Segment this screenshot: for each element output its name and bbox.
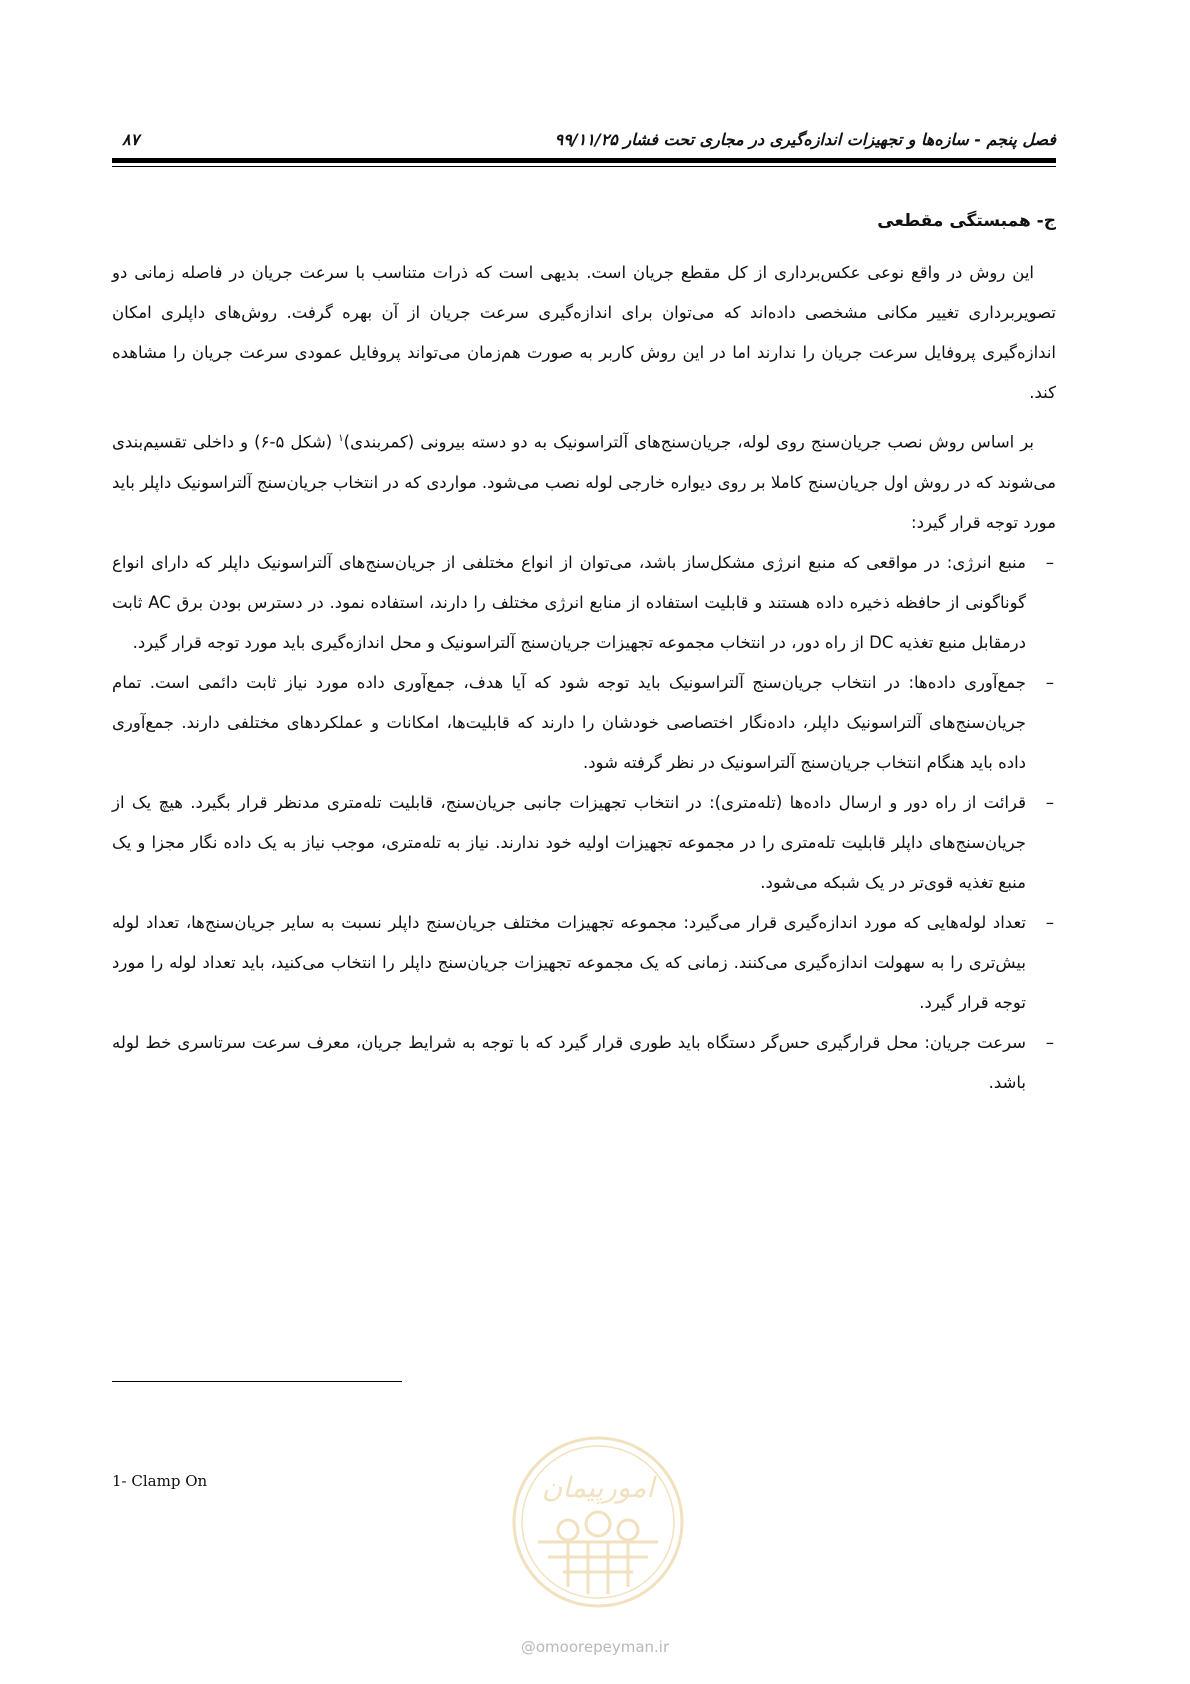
- paragraph-2-part-a: بر اساس روش نصب جریان‌سنج روی لوله، جریان‌سنج‌های آلتراسونیک به دو دسته بیرونی (کمربندی): [343, 432, 1034, 452]
- list-item-text: جمع‌آوری داده‌ها: در انتخاب جریان‌سنج آلتراسونیک باید توجه شود که آیا هدف، جمع‌آوری داده مورد نیاز ثابت دائمی است. تمام جریان‌سنج‌های آلتراسونیک داپلر، داده‌نگار اختصاصی خودشان را دارند که قابلیت‌ها، امکانات و عملکردهای مختلفی دارند. جمع‌آوری داده باید هنگام انتخاب جریان‌سنج آلتراسونیک در نظر گرفته شود.: [112, 672, 1026, 772]
- bullet-dash: –: [1045, 792, 1054, 812]
- list-item-text: منبع انرژی: در مواقعی که منبع انرژی مشکل‌ساز باشد، می‌توان از انواع مختلفی از جریان‌سنج‌های آلتراسونیک داپلر که دارای انواع گوناگونی از حافظه ذخیره داده هستند و قابلیت استفاده از منابع انرژی مختلف را دارند، استفاده نمود. در دسترس بودن برق AC ثابت درمقابل منبع تغذیه DC از راه دور، در انتخاب مجموعه تجهیزات جریان‌سنج آلتراسونیک و محل اندازه‌گیری باید مورد توجه قرار گیرد.: [112, 552, 1027, 652]
- paragraph-2-part-b: (شکل ۵-۶) و داخلی تقسیم‌بندی می‌شوند که در روش اول جریان‌سنج کاملا بر روی دیواره خارجی لوله نصب می‌شود. مواردی که در انتخاب جریان‌سنج آلتراسونیک داپلر باید مورد توجه قرار گیرد:: [112, 432, 1056, 532]
- page-number: ۸۷: [122, 130, 140, 149]
- list-item-text: قرائت از راه دور و ارسال داده‌ها (تله‌متری): در انتخاب تجهیزات جانبی جریان‌سنج، قابلیت تله‌متری مدنظر قرار بگیرد. هیچ یک از جریان‌سنج‌های داپلر قابلیت تله‌متری را در مجموعه تجهیزات اولیه خود ندارند. نیاز به تله‌متری، موجب نیاز به یک داده نگار مجزا و یک منبع تغذیه قوی‌تر در یک شبکه می‌شود.: [112, 792, 1026, 892]
- page-body: [112, 207, 1056, 1103]
- bullet-dash: –: [1045, 672, 1054, 692]
- selection-criteria-list: [112, 543, 1056, 1103]
- header-rule-thick: [112, 158, 1056, 163]
- list-item: [112, 663, 1056, 783]
- list-item: [112, 783, 1056, 903]
- running-header: [112, 130, 1056, 152]
- watermark-logo-icon: [508, 1432, 688, 1612]
- footnote: 1- Clamp On: [112, 1472, 208, 1490]
- list-item: [112, 543, 1056, 663]
- footnote-rule: [112, 1381, 402, 1382]
- bullet-dash: –: [1045, 552, 1054, 572]
- header-title: فصل پنجم - سازه‌ها و تجهیزات اندازه‌گیری در مجاری تحت فشار ۹۹/۱۱/۲۵: [554, 130, 1056, 149]
- bullet-dash: –: [1045, 912, 1054, 932]
- paragraph-1: این روش در واقع نوعی عکس‌برداری از کل مقطع جریان است. بدیهی است که ذرات متناسب با سرعت جریان در فاصله زمانی دو تصویربرداری تغییر مکانی مشخصی داده‌اند که می‌توان برای اندازه‌گیری سرعت جریان از آن بهره گرفت. روش‌های داپلری امکان اندازه‌گیری پروفایل سرعت جریان را ندارند اما در این روش کاربر به صورت هم‌زمان می‌تواند پروفایل عمودی سرعت جریان را مشاهده کند.: [112, 263, 1056, 402]
- svg-text:امورپیمان: امورپیمان: [541, 1471, 655, 1504]
- footnote-reference: ۱: [338, 433, 344, 444]
- bullet-dash: –: [1045, 1032, 1054, 1052]
- header-rule-thin: [112, 166, 1056, 167]
- list-item: [112, 1023, 1056, 1103]
- section-heading: ج- همبستگی مقطعی: [877, 211, 1056, 231]
- watermark-site: @omoorepeyman.ir: [520, 1638, 670, 1656]
- paragraph-2: [112, 419, 1056, 543]
- list-item-text: سرعت جریان: محل قرارگیری حس‌گر دستگاه باید طوری قرار گیرد که با توجه به شرایط جریان، معرف سرعت سرتاسری خط لوله باشد.: [112, 1032, 1026, 1092]
- list-item-text: تعداد لوله‌هایی که مورد اندازه‌گیری قرار می‌گیرد: مجموعه تجهیزات مختلف جریان‌سنج داپلر نسبت به سایر جریان‌سنج‌ها، تعداد لوله بیش‌تری را به سهولت اندازه‌گیری می‌کنند. زمانی که یک مجموعه تجهیزات جریان‌سنج داپلر را انتخاب می‌کنید، باید تعداد لوله را مورد توجه قرار گیرد.: [112, 912, 1026, 1012]
- list-item: [112, 903, 1056, 1023]
